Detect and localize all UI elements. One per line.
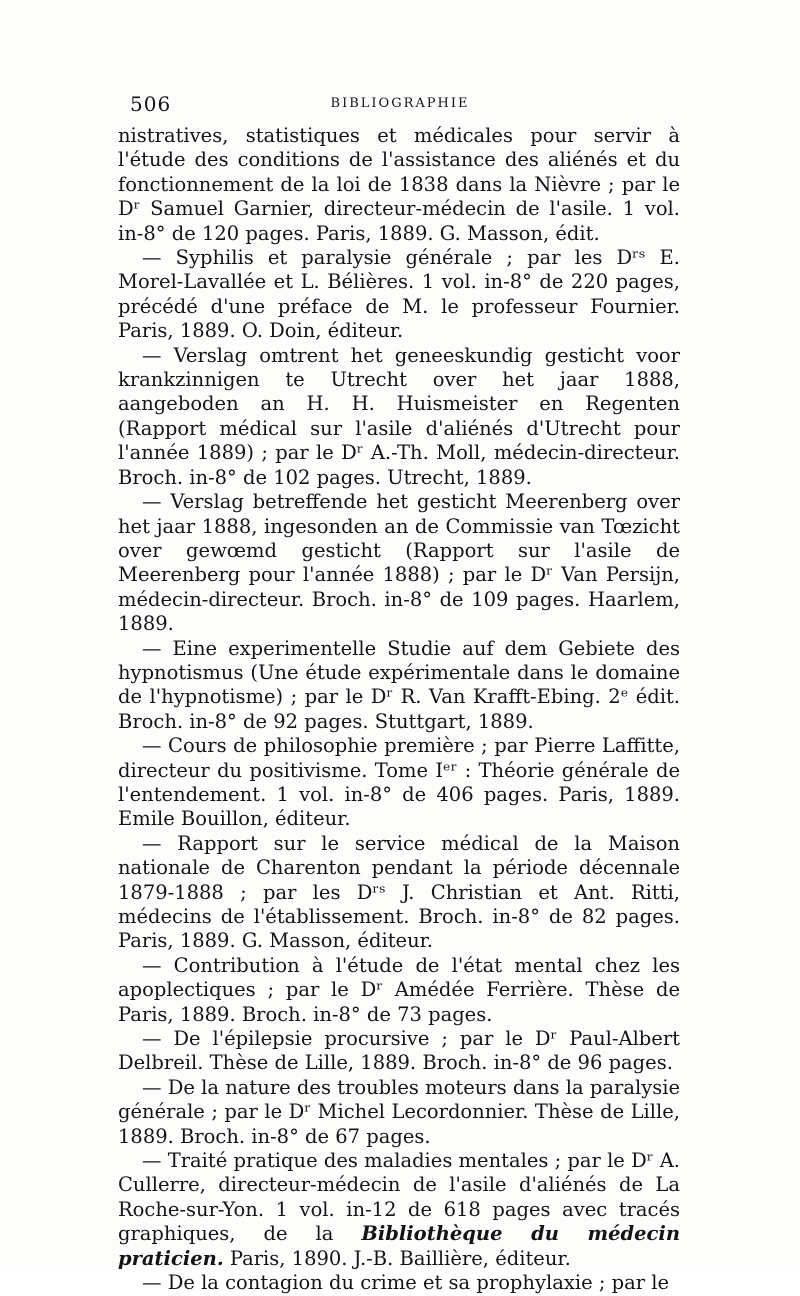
entry-text: Paris, 1890. J.-B. Baillière, éditeur. (223, 1246, 571, 1270)
entry-text: — Traité pratique des maladies mentales ; par le Dʳ A. Cullerre, directeur-médecin de l'asile d'aliénés de La Roche-sur-Yon. 1 vol. in-12 de 618 pages avec tracés graphiques, de la (118, 1149, 680, 1246)
bibliography-text (118, 124, 680, 1296)
page-number: 506 (130, 92, 172, 116)
running-title: BIBLIOGRAPHIE (330, 96, 470, 111)
series-title: Bibliothèque du médecin praticien. (118, 1222, 680, 1270)
bibliography-entry (118, 1149, 680, 1271)
bibliography-entry: — Cours de philosophie première ; par Pierre Laffitte, directeur du positivisme. Tome Iᵉʳ : Théorie générale de l'entendement. 1 vol. in-8° de 406 pages. Paris, 1889. Emile Bouillon, éditeur. (118, 734, 680, 831)
bibliography-entry: nistratives, statistiques et médicales pour servir à l'étude des conditions de l'assistance des aliénés et du fonctionnement de la loi de 1838 dans la Nièvre ; par le Dʳ Samuel Garnier, directeur-médecin de l'asile. 1 vol. in-8° de 120 pages. Paris, 1889. G. Masson, édit. (118, 124, 680, 245)
bibliography-entry: — Eine experimentelle Studie auf dem Gebiete des hypnotismus (Une étude expérimentale dans le domaine de l'hypnotisme) ; par le Dʳ R. Van Krafft-Ebing. 2ᵉ édit. Broch. in-8° de 92 pages. Stuttgart, 1889. (118, 636, 680, 733)
bibliography-entry: — Verslag omtrent het geneeskundig gesticht voor krankzinnigen te Utrecht over het jaar 1888, aangeboden an H. H. Huismeister en Regenten (Rapport médical sur l'asile d'aliénés d'Utrecht pour l'année 1889) ; par le Dʳ A.-Th. Moll, médecin-directeur. Broch. in-8° de 102 pages. Utrecht, 1889. (118, 343, 680, 489)
bibliography-entry: — De la nature des troubles moteurs dans la paralysie générale ; par le Dʳ Michel Lecordonnier. Thèse de Lille, 1889. Broch. in-8° de 67 pages. (118, 1075, 680, 1148)
page-header (120, 92, 680, 116)
bibliography-entry: — Verslag betreffende het gesticht Meerenberg over het jaar 1888, ingesonden an de Commissie van Tœzicht over gewœmd gesticht (Rapport sur l'asile de Meerenberg pour l'année 1888) ; par le Dʳ Van Persijn, médecin-directeur. Broch. in-8° de 109 pages. Haarlem, 1889. (118, 490, 680, 636)
bibliography-entry: — Syphilis et paralysie générale ; par les Dʳˢ E. Morel-Lavallée et L. Bélières. 1 vol. in-8° de 220 pages, précédé d'une préface de M. le professeur Fournier. Paris, 1889. O. Doin, éditeur. (118, 246, 680, 343)
bibliography-entry: — Rapport sur le service médical de la Maison nationale de Charenton pendant la période décennale 1879-1888 ; par les Dʳˢ J. Christian et Ant. Ritti, médecins de l'établissement. Broch. in-8° de 82 pages. Paris, 1889. G. Masson, éditeur. (118, 831, 680, 953)
bibliography-entry: — Contribution à l'étude de l'état mental chez les apoplectiques ; par le Dʳ Amédée Ferrière. Thèse de Paris, 1889. Broch. in-8° de 73 pages. (118, 953, 680, 1026)
bibliography-entry: — De la contagion du crime et sa prophylaxie ; par le (142, 1271, 669, 1295)
bibliography-entry: — De l'épilepsie procursive ; par le Dʳ Paul-Albert Delbreil. Thèse de Lille, 1889. Broch. in-8° de 96 pages. (118, 1027, 680, 1075)
